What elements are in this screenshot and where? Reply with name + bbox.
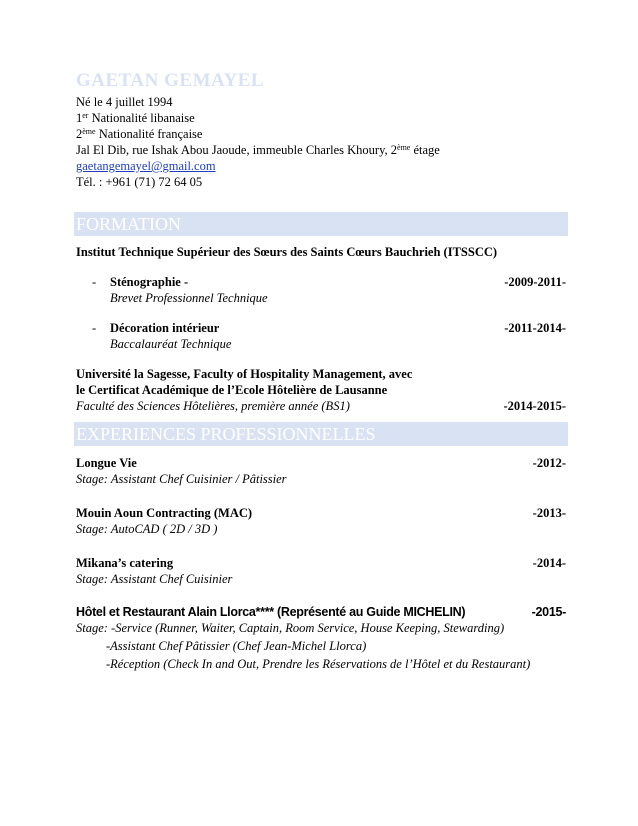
- birth-date: Né le 4 juillet 1994: [76, 95, 173, 109]
- formation-item: - Décoration intérieur -2011-2014- Baccalauréat Technique: [92, 321, 566, 351]
- experiences-section-title: EXPERIENCES PROFESSIONNELLES: [74, 422, 568, 446]
- candidate-name: GAETAN GEMAYEL: [76, 70, 265, 91]
- experience-company: Hôtel et Restaurant Alain Llorca**** (Représenté au Guide MICHELIN): [76, 605, 466, 619]
- experience-item: [76, 605, 566, 673]
- address: Jal El Dib, rue Ishak Abou Jaoude, immeuble Charles Khoury, 2ème étage: [76, 143, 440, 157]
- experience-item: [76, 505, 566, 537]
- experience-item: [76, 455, 566, 487]
- experience-item: [76, 555, 566, 587]
- phone: Tél. : +961 (71) 72 64 05: [76, 175, 203, 189]
- experience-date: -2013-: [532, 506, 566, 520]
- email-link[interactable]: gaetangemayel@gmail.com: [76, 159, 216, 173]
- experience-date: -2014-: [532, 556, 566, 570]
- formation-item-date: -2011-2014-: [504, 321, 566, 335]
- formation-item-date: -2009-2011-: [504, 275, 566, 289]
- experience-company: Longue Vie: [76, 456, 137, 470]
- formation-item-sub: Brevet Professionnel Technique: [110, 291, 268, 305]
- nationality-1: 1er Nationalité libanaise: [76, 111, 195, 125]
- experience-stage: -Réception (Check In and Out, Prendre les Réservations de l’Hôtel et du Restaurant): [106, 657, 531, 671]
- university-line-2: le Certificat Académique de l’Ecole Hôtelière de Lausanne: [76, 383, 388, 397]
- experience-company: Mouin Aoun Contracting (MAC): [76, 506, 253, 520]
- experience-stage: -Assistant Chef Pâtissier (Chef Jean-Michel Llorca): [106, 639, 367, 653]
- university-sub: Faculté des Sciences Hôtelières, première année (BS1): [76, 399, 350, 413]
- formation-item-sub: Baccalauréat Technique: [110, 337, 232, 351]
- experience-stage: Stage: Assistant Chef Cuisinier / Pâtissier: [76, 472, 287, 486]
- institute-name: Institut Technique Supérieur des Sœurs des Saints Cœurs Bauchrieh (ITSSCC): [76, 245, 498, 259]
- experience-stage: Stage: AutoCAD ( 2D / 3D ): [76, 522, 218, 536]
- university-line-1: Université la Sagesse, Faculty of Hospitality Management, avec: [76, 367, 413, 381]
- experience-stage: Stage: Assistant Chef Cuisinier: [76, 572, 233, 586]
- experience-company: Mikana’s catering: [76, 556, 174, 570]
- experience-date: -2015-: [531, 605, 566, 619]
- experience-date: -2012-: [532, 456, 566, 470]
- university-date: -2014-2015-: [503, 399, 566, 413]
- experience-stage: Stage: -Service (Runner, Waiter, Captain, Room Service, House Keeping, Stewarding): [76, 621, 505, 635]
- formation-item-label: Décoration intérieur: [110, 321, 220, 335]
- formation-item: - Sténographie - -2009-2011- Brevet Professionnel Technique: [92, 275, 566, 305]
- formation-item-label: Sténographie -: [110, 275, 189, 289]
- formation-section-title: FORMATION: [74, 212, 568, 236]
- cv-page: [76, 70, 566, 673]
- nationality-2: 2ème Nationalité française: [76, 127, 203, 141]
